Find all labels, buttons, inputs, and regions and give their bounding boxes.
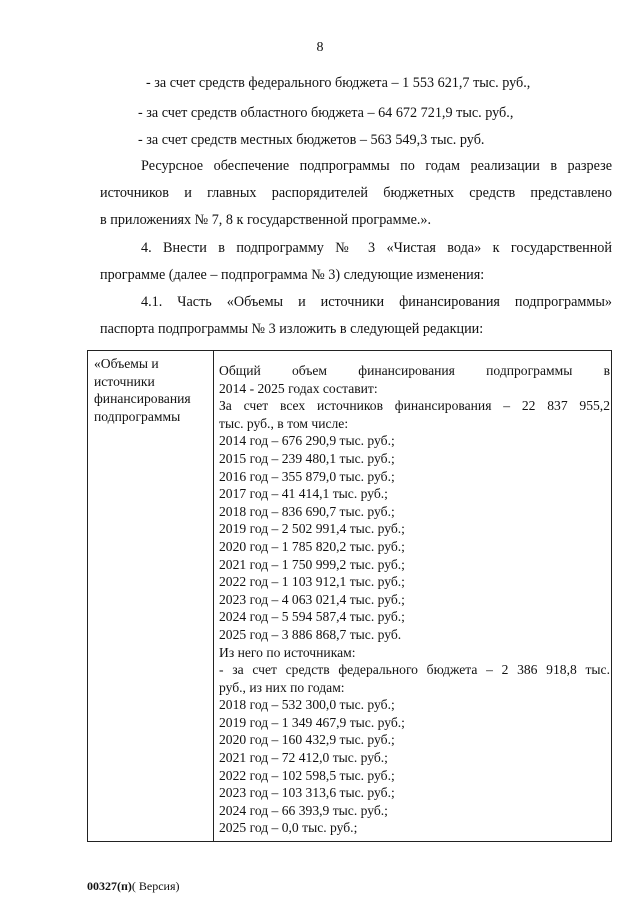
table-divider [213, 351, 214, 841]
federal-year-line: 2022 год – 102 598,5 тыс. руб.; [219, 767, 395, 783]
federal-year-line: 2024 год – 66 393,9 тыс. руб.; [219, 802, 388, 818]
total-year-line: 2024 год – 5 594 587,4 тыс. руб.; [219, 609, 405, 625]
federal-source-line: - за счет средств федерального бюджета – 2 386 918,8 тыс. [219, 662, 610, 678]
label-line: источники [94, 373, 155, 389]
label-line: финансирования [94, 391, 191, 407]
document-code: 00327(п) [87, 879, 132, 893]
sources-heading: Из него по источникам: [219, 644, 356, 660]
intro-line: Общий объем финансирования подпрограммы в [219, 363, 610, 378]
item-4-line-1: 4. Внести в подпрограмму № 3 «Чистая вода» к государственной [141, 240, 612, 256]
total-year-line: 2023 год – 4 063 021,4 тыс. руб.; [219, 591, 405, 607]
federal-year-line: 2019 год – 1 349 467,9 тыс. руб.; [219, 714, 405, 730]
resource-paragraph-line-2: источников и главных распорядителей бюджетных средств представлено [100, 185, 612, 201]
total-year-line: 2016 год – 355 879,0 тыс. руб.; [219, 468, 395, 484]
total-year-line: 2025 год – 3 886 868,7 тыс. руб. [219, 626, 402, 642]
regional-budget-line: - за счет средств областного бюджета – 64 672 721,9 тыс. руб., [138, 105, 514, 121]
resource-paragraph-line-3: в приложениях № 7, 8 к государственной программе.». [100, 212, 432, 228]
intro-line: тыс. руб., в том числе: [219, 415, 349, 431]
table-label-cell [94, 355, 191, 425]
federal-year-line: 2018 год – 532 300,0 тыс. руб.; [219, 697, 395, 713]
total-year-line: 2018 год – 836 690,7 тыс. руб.; [219, 503, 395, 519]
total-year-line: 2017 год – 41 414,1 тыс. руб.; [219, 486, 388, 502]
federal-budget-line: - за счет средств федерального бюджета – 1 553 621,7 тыс. руб., [146, 75, 531, 91]
local-budget-line: - за счет средств местных бюджетов – 563 549,3 тыс. руб. [138, 132, 485, 148]
total-year-line: 2014 год – 676 290,9 тыс. руб.; [219, 433, 395, 449]
intro-line: 2014 - 2025 годах составит: [219, 380, 378, 396]
federal-year-line: 2023 год – 103 313,6 тыс. руб.; [219, 785, 395, 801]
document-footer [87, 879, 180, 894]
label-line: «Объемы и [94, 356, 159, 371]
page-number: 8 [316, 40, 324, 55]
federal-year-line: 2025 год – 0,0 тыс. руб.; [219, 820, 358, 836]
item-4-1-line-1: 4.1. Часть «Объемы и источники финансирования подпрограммы» [141, 294, 612, 310]
financing-table [87, 350, 612, 842]
document-version: ( Версия) [131, 879, 180, 893]
total-year-line: 2015 год – 239 480,1 тыс. руб.; [219, 450, 395, 466]
federal-year-line: 2021 год – 72 412,0 тыс. руб.; [219, 750, 388, 766]
total-year-line: 2020 год – 1 785 820,2 тыс. руб.; [219, 538, 405, 554]
label-line: подпрограммы [94, 408, 181, 424]
item-4-line-2: программе (далее – подпрограмма № 3) следующие изменения: [100, 267, 485, 283]
total-year-line: 2022 год – 1 103 912,1 тыс. руб.; [219, 574, 405, 590]
total-year-line: 2019 год – 2 502 991,4 тыс. руб.; [219, 521, 405, 537]
intro-line: За счет всех источников финансирования – 22 837 955,2 [219, 398, 610, 414]
table-value-cell [219, 362, 610, 837]
federal-year-line: 2020 год – 160 432,9 тыс. руб.; [219, 732, 395, 748]
federal-source-line: руб., из них по годам: [219, 679, 345, 695]
resource-paragraph-line-1: Ресурсное обеспечение подпрограммы по годам реализации в разрезе [141, 158, 612, 174]
item-4-1-line-2: паспорта подпрограммы № 3 изложить в следующей редакции: [100, 321, 484, 337]
total-year-line: 2021 год – 1 750 999,2 тыс. руб.; [219, 556, 405, 572]
